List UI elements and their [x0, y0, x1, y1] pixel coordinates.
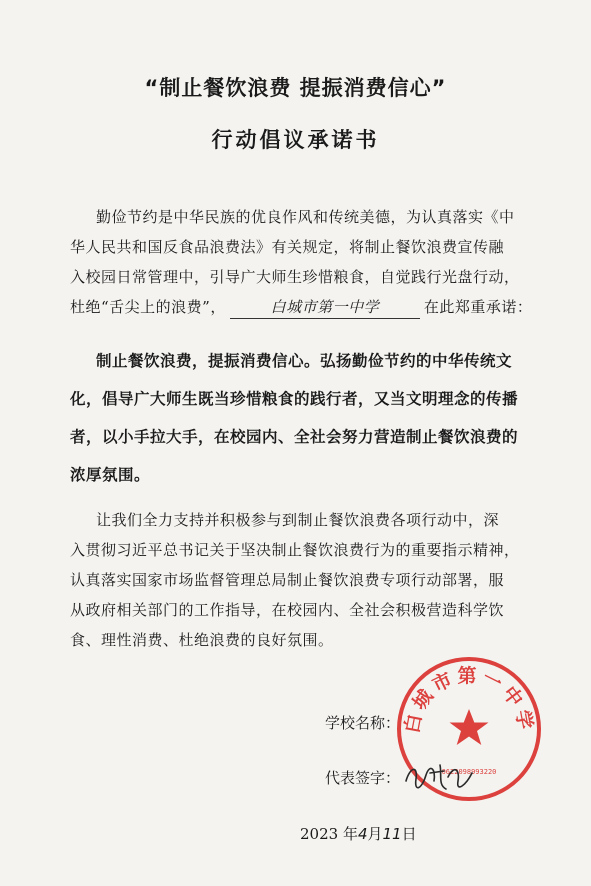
document-title-line1: “制止餐饮浪费 提振消费信心” [144, 76, 447, 100]
paragraph-line: 化，倡导广大师生既当珍惜粮食的践行者，又当文明理念的传播 [70, 390, 519, 408]
seal-star-icon [450, 709, 489, 745]
document-title-line2: 行动倡议承诺书 [211, 128, 380, 152]
paragraph-call-to-action [70, 505, 540, 655]
paragraph-line: 食、理性消费、杜绝浪费的良好氛围。 [70, 631, 334, 649]
seal-number: 0622098993220 [441, 768, 497, 776]
date-month-unit: 月 [367, 825, 383, 843]
paragraph-line: 入贯彻习近平总书记关于坚决制止餐饮浪费行为的重要指示精神， [70, 541, 520, 559]
paragraph-line: 华人民共和国反食品浪费法》有关规定，将制止餐饮浪费宣传融 [70, 238, 505, 256]
paragraph-line: 制止餐饮浪费，提振消费信心。弘扬勤俭节约的中华传统文 [96, 352, 513, 370]
date-day: 11 [382, 825, 402, 843]
paragraph-intro [70, 202, 540, 322]
signature-date [300, 823, 417, 844]
paragraph-line: 认真落实国家市场监督管理总局制止餐饮浪费专项行动部署，服 [70, 571, 505, 589]
seal-text: 白城市第一中学 [401, 664, 537, 735]
handwritten-school-name: 白城市第一中学 [230, 296, 420, 319]
paragraph-line: 者，以小手拉大手，在校园内、全社会努力营造制止餐饮浪费的 [70, 428, 519, 446]
representative-signature-label: 代表签字： [325, 769, 401, 787]
paragraph-line: 浓厚氛围。 [70, 466, 151, 484]
handwritten-signature [400, 755, 480, 795]
date-day-unit: 日 [401, 825, 417, 843]
date-month: 4 [357, 825, 368, 843]
paragraph-line: 让我们全力支持并积极参与到制止餐饮浪费各项行动中，深 [96, 511, 500, 529]
paragraph-text: 在此郑重承诺： [423, 298, 533, 316]
paragraph-line: 从政府相关部门的工作指导，在校园内、全社会积极营造科学饮 [70, 601, 505, 619]
paragraph-text: 杜绝“舌尖上的浪费”， [70, 298, 226, 316]
paragraph-line: 勤俭节约是中华民族的优良作风和传统美德，为认真落实《中 [96, 208, 515, 226]
paragraph-commitment [70, 342, 540, 494]
date-year: 2023 年 [300, 825, 358, 843]
paragraph-line: 入校园日常管理中，引导广大师生珍惜粮食，自觉践行光盘行动， [70, 268, 520, 286]
paragraph-line-last [70, 292, 540, 322]
school-name-label: 学校名称： [325, 714, 401, 732]
